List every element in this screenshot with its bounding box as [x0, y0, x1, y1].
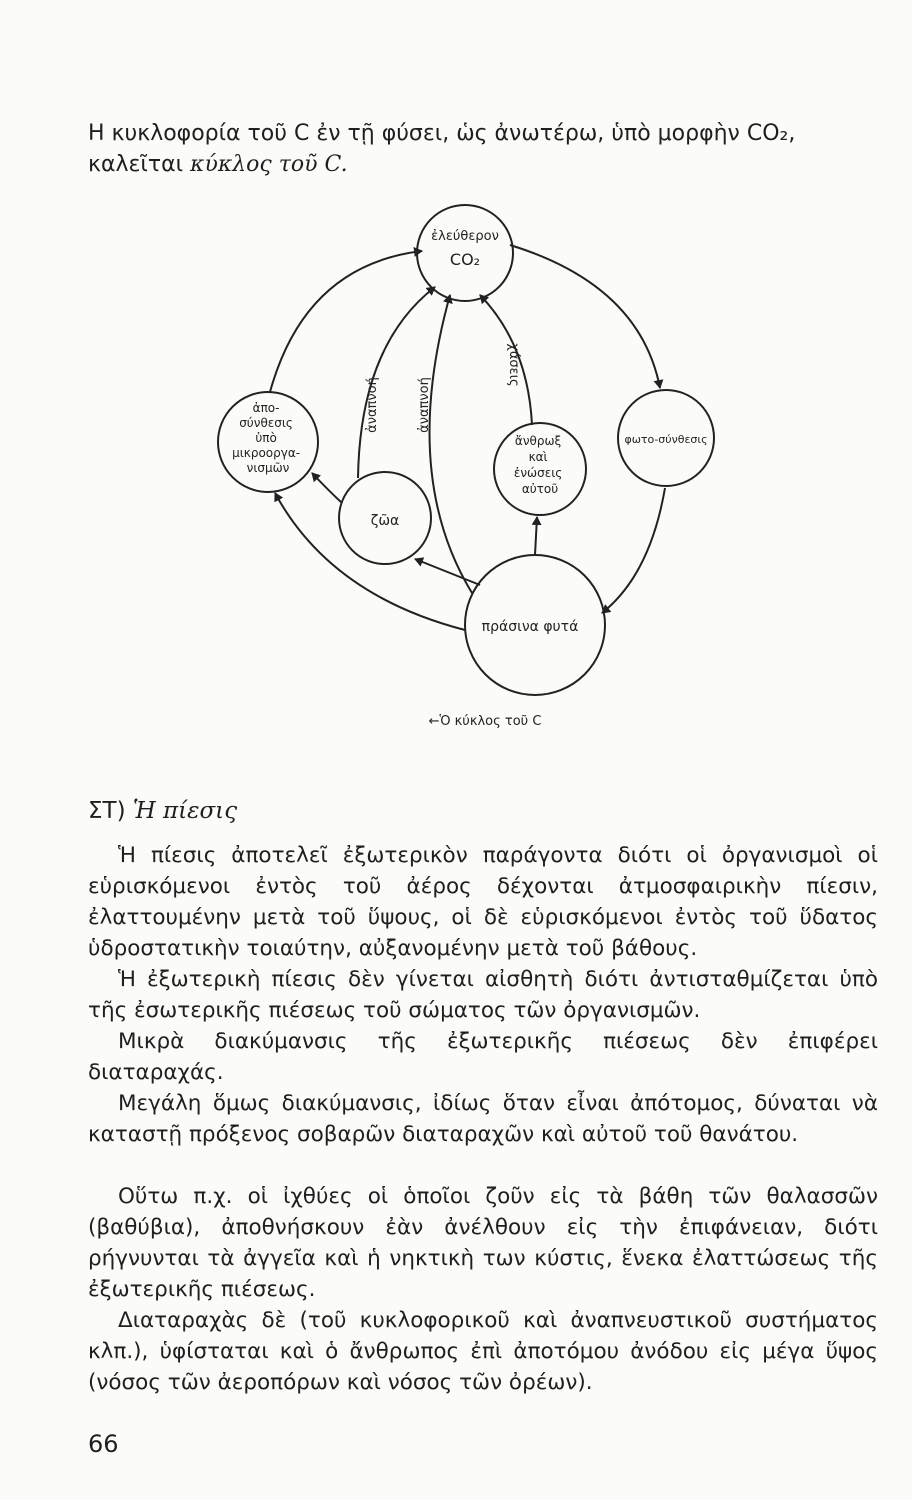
- paragraph-2-text: Ἡ ἐξωτερικὴ πίεσις δὲν γίνεται αἰσθητὴ διότι ἀντισταθμίζεται ὑπὸ τῆς ἐσωτερικῆς πιέσεως τοῦ σώματος τῶν ὀργανισμῶν.: [88, 967, 878, 1023]
- label-plants: πράσινα φυτά: [481, 619, 579, 635]
- coal-line-3: ἐνώσεις: [513, 466, 563, 480]
- decomposition-line-1: ἀπο-: [252, 401, 280, 415]
- paragraph-1-text: Ἡ πίεσις ἀποτελεῖ ἐξωτερικὸν παράγοντα διότι οἱ ὀργανισμοὶ οἱ εὑρισκόμενοι ἐντὸς τοῦ ἀέρος δέχονται ἀτμοσφαιρικὴν πίεσιν, ἐλαττουμένην μετὰ τοῦ ὕψους, οἱ δὲ εὑρισκόμενοι ἐντὸς τοῦ ὕδατος ὑδροστατικὴν τοιαύτην, αὐξανομένην μετὰ τοῦ βάθους.: [88, 843, 878, 961]
- paragraph-1: [88, 840, 878, 964]
- label-co2-top: ἐλεύθερον: [431, 229, 499, 244]
- diagram-caption: ←Ὁ κύκλος τοῦ C: [428, 714, 542, 729]
- intro-term: κύκλος τοῦ C.: [190, 152, 348, 177]
- arrow-coal-to-co2: [480, 295, 532, 425]
- label-co2-formula: CO₂: [449, 250, 481, 269]
- arrow-animals-to-decomposition: [312, 473, 342, 503]
- paragraph-3-text: Μικρὰ διακύμανσις τῆς ἐξωτερικῆς πιέσεως δὲν ἐπιφέρει διαταραχάς.: [88, 1029, 878, 1085]
- label-coal: [514, 434, 566, 496]
- arrow-decomposition-to-co2: [270, 251, 422, 392]
- label-loss: χάσεις: [506, 343, 521, 387]
- label-respiration-2: ἀναπνοή: [417, 377, 432, 433]
- arrow-plants-to-coal: [535, 517, 537, 555]
- paragraph-4-text: Μεγάλη ὅμως διακύμανσις, ἰδίως ὅταν εἶναι ἀπότομος, δύναται νὰ καταστῇ πρόξενος σοβαρῶν διαταραχῶν καὶ αὐτοῦ τοῦ θανάτου.: [88, 1091, 878, 1147]
- coal-line-2: καὶ: [528, 450, 548, 464]
- intro-line-2-prefix: καλεῖται: [88, 152, 191, 177]
- intro-text: [88, 118, 878, 180]
- arrow-plants-to-animals: [415, 559, 480, 585]
- paragraph-3: [88, 1026, 878, 1088]
- paragraph-6-text: Διαταραχὰς δὲ (τοῦ κυκλοφορικοῦ καὶ ἀναπνευστικοῦ συστήματος κλπ.), ὑφίσταται καὶ ὁ ἄνθρωπος ἐπὶ ἀποτόμου ἀνόδου εἰς μέγα ὕψος (νόσος τῶν ἀεροπόρων καὶ νόσος τῶν ὀρέων).: [88, 1308, 878, 1395]
- paragraph-5-text: Οὕτω π.χ. οἱ ἰχθύες οἱ ὁποῖοι ζοῦν εἰς τὰ βάθη τῶν θαλασσῶν (βαθύβια), ἀποθνήσκουν ἐὰν ἀνέλθουν εἰς τὴν ἐπιφάνειαν, διότι ρήγνυνται τὰ ἀγγεῖα καὶ ἡ νηκτικὴ των κύστις, ἕνεκα ἐλαττώσεως τῆς ἐξωτερικῆς πιέσεως.: [88, 1184, 878, 1302]
- arrow-plants-to-co2: [430, 295, 472, 593]
- heading-prefix: ΣΤ): [88, 798, 133, 824]
- paragraph-2: [88, 964, 878, 1026]
- decomposition-line-5: νισμῶν: [246, 461, 290, 475]
- page-number: 66: [88, 1430, 119, 1458]
- heading-title: Ἡ πίεσις: [132, 798, 238, 824]
- paragraph-4: [88, 1088, 878, 1150]
- decomposition-line-2: σύνθεσις: [239, 416, 293, 430]
- label-respiration-1: ἀναπνοή: [365, 377, 380, 433]
- label-animals: ζῶα: [370, 513, 400, 529]
- label-photosynthesis: φωτο-σύνθεσις: [624, 433, 708, 446]
- intro-line-1: Η κυκλοφορία τοῦ C ἐν τῇ φύσει, ὡς ἀνωτέρω, ὑπὸ μορφὴν CO₂,: [88, 121, 796, 146]
- arrow-co2-to-photosynthesis: [510, 245, 660, 388]
- intro-line-2: [88, 149, 878, 180]
- paragraph-6: [88, 1305, 878, 1398]
- carbon-cycle-diagram: [210, 195, 730, 755]
- arrow-photosynthesis-to-plants: [602, 488, 665, 613]
- section-heading: [88, 798, 237, 824]
- coal-line-1: ἄνθρωξ: [514, 434, 562, 448]
- coal-line-4: αὐτοῦ: [521, 482, 559, 496]
- paragraph-5: [88, 1181, 878, 1305]
- decomposition-line-3: ὑπὸ: [255, 431, 277, 445]
- decomposition-line-4: μικροοργα-: [232, 446, 301, 460]
- label-decomposition: [232, 401, 304, 475]
